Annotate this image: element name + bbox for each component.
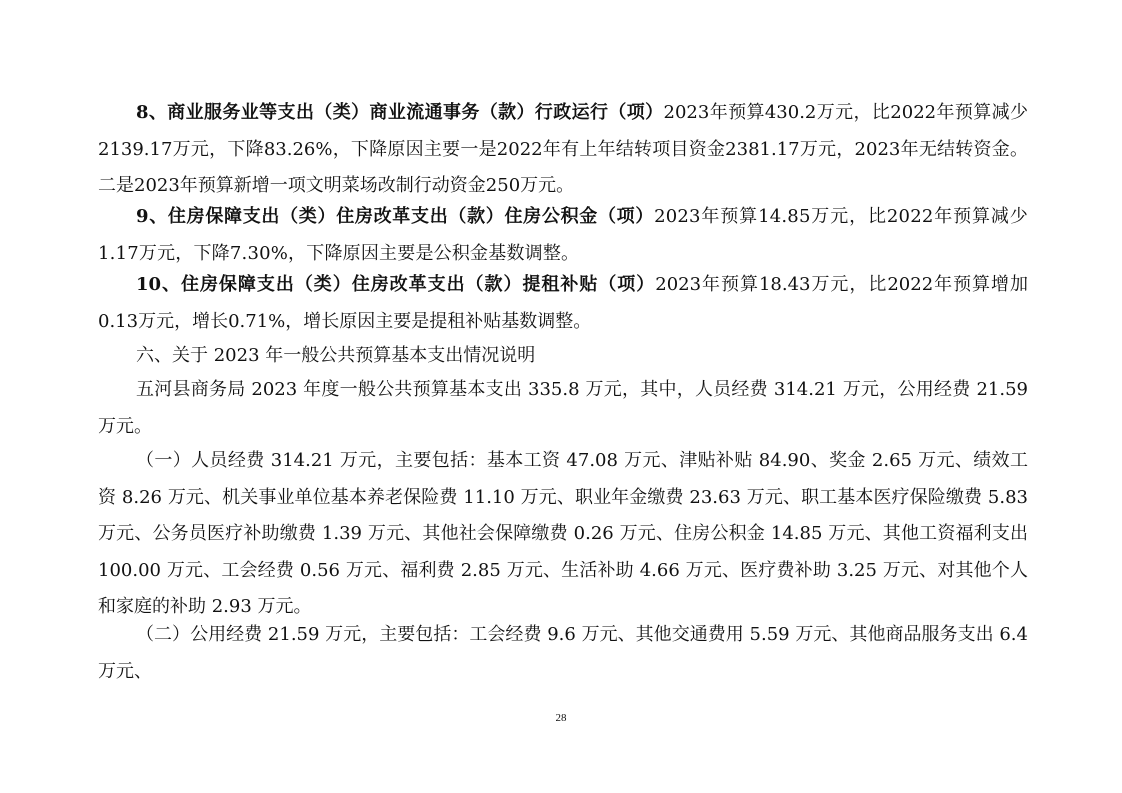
budget-item-paragraph (98, 95, 1028, 205)
budget-item-paragraph (98, 199, 1028, 272)
page-number: 28 (555, 712, 567, 724)
section-heading: 六、关于 2023 年一般公共预算基本支出情况说明 (136, 345, 536, 366)
budget-item-paragraph (98, 267, 1028, 340)
item-heading: 8、商业服务业等支出（类）商业流通事务（款）行政运行（项） (136, 102, 664, 123)
body-paragraph: 五河县商务局 2023 年度一般公共预算基本支出 335.8 万元，其中，人员经费 314.21 万元，公用经费 21.59 万元。 (98, 379, 1028, 437)
body-paragraph: （一）人员经费 314.21 万元，主要包括：基本工资 47.08 万元、津贴补贴 84.90、奖金 2.65 万元、绩效工资 8.26 万元、机关事业单位基本养老保险费 11.10 万元、职业年金缴费 23.63 万元、职工基本医疗保险缴费 5.83 万元、公务员医疗补助缴费 1.39 万元、其他社会保障缴费 0.26 万元、住房公积金 14.85 万元、其他工资福利支出 100.00 万元、工会经费 0.56 万元、福利费 2.85 万元、生活补助 4.66 万元、医疗费补助 3.25 万元、对其他个人和家庭的补助 2.93 万元。 (98, 450, 1028, 617)
body-paragraph: （二）公用经费 21.59 万元，主要包括：工会经费 9.6 万元、其他交通费用 5.59 万元、其他商品服务支出 6.4 万元、 (98, 624, 1028, 682)
section-heading-block (98, 338, 1028, 375)
item-text: 2023年预算430.2万元，比2022年预算减少2139.17万元，下降83.26%，下降原因主要一是2022年有上年结转项目资金2381.17万元，2023年无结转资金。二是2023年预算新增一项文明菜场改制行动资金250万元。 (98, 102, 1028, 196)
item-text: 2023年预算14.85万元，比2022年预算减少1.17万元，下降7.30%，下降原因主要是公积金基数调整。 (98, 206, 1028, 264)
item-heading: 9、住房保障支出（类）住房改革支出（款）住房公积金（项） (136, 206, 655, 227)
item-heading: 10、住房保障支出（类）住房改革支出（款）提租补贴（项） (136, 274, 656, 295)
item-text: 2023年预算18.43万元，比2022年预算增加0.13万元，增长0.71%，增长原因主要是提租补贴基数调整。 (98, 274, 1029, 332)
